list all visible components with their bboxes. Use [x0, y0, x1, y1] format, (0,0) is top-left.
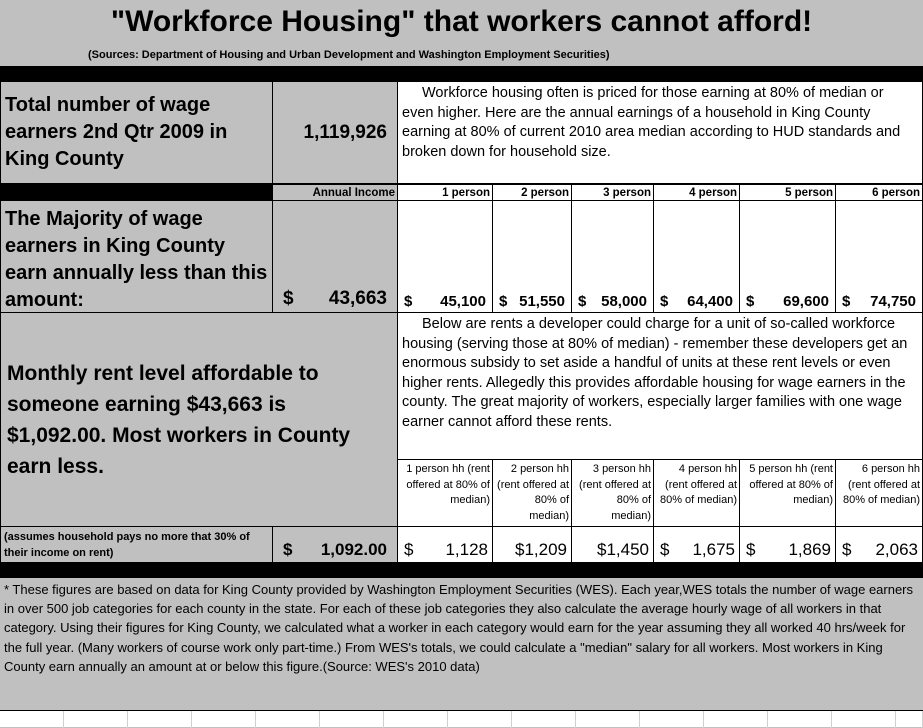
- currency-symbol: $: [499, 293, 508, 310]
- affordable-rent-amount: 1,092.00: [320, 540, 387, 559]
- household-header: 1 person: [397, 184, 493, 201]
- income-amount: 58,000: [601, 293, 647, 310]
- header-bar-left: [0, 184, 273, 201]
- currency-symbol: $: [746, 293, 755, 310]
- wage-earners-value: 1,119,926: [272, 81, 398, 184]
- affordable-rent-value: [272, 526, 398, 563]
- currency-symbol: $: [660, 293, 669, 310]
- page-title: "Workforce Housing" that workers cannot afford!: [110, 5, 813, 38]
- grid-cell[interactable]: [448, 711, 512, 728]
- rent-amount: $1,450: [597, 540, 649, 559]
- income-amount: 51,550: [519, 293, 565, 310]
- grid-cell[interactable]: [128, 711, 192, 728]
- majority-amount: 43,663: [328, 288, 387, 309]
- rent-cell: [571, 526, 654, 563]
- wage-earners-label: Total number of wage earners 2nd Qtr 2009 in King County: [0, 81, 273, 184]
- grid-cell[interactable]: [192, 711, 256, 728]
- grid-cell[interactable]: [576, 711, 640, 728]
- spreadsheet-grid-row: [0, 710, 923, 727]
- grid-cell[interactable]: [320, 711, 384, 728]
- divider-bar: [0, 66, 923, 81]
- grid-cell[interactable]: [0, 711, 64, 728]
- grid-cell[interactable]: [768, 711, 832, 728]
- income-amount: 74,750: [870, 293, 916, 310]
- rent-text: Below are rents a developer could charge for a unit of so-called workforce housing (serving those at 80% of median) - remember these developers get an enormous subsidy to set aside a handful of units at these rent levels or even higher rents. Allegedly this provides affordable housing for wage earners in the county. The great majority of workers, especially larger families with one wage earner cannot afford these rents.: [397, 312, 923, 460]
- assumes-note: (assumes household pays no more that 30% of their income on rent): [0, 526, 273, 563]
- rent-label: Monthly rent level affordable to someone earning $43,663 is $1,092.00. Most workers in County earn less.: [0, 312, 398, 527]
- rent-amount: $1,209: [515, 540, 567, 559]
- rent-cell: [397, 526, 493, 563]
- income-amount: 69,600: [783, 293, 829, 310]
- grid-cell[interactable]: [704, 711, 768, 728]
- divider-bar: [0, 562, 923, 578]
- rent-amount: 2,063: [875, 540, 918, 559]
- currency-symbol: $: [746, 540, 756, 559]
- grid-cell[interactable]: [64, 711, 128, 728]
- rent-header: 4 person hh (rent offered at 80% of median): [653, 459, 740, 527]
- grid-cell[interactable]: [640, 711, 704, 728]
- income-cell: [653, 200, 740, 313]
- household-header: 2 person: [492, 184, 572, 201]
- majority-value: [272, 200, 398, 313]
- grid-cell[interactable]: [512, 711, 576, 728]
- currency-symbol: $: [660, 540, 670, 559]
- rent-header: 2 person hh (rent offered at 80% of median): [492, 459, 572, 527]
- rent-header: 3 person hh (rent offered at 80% of median): [571, 459, 654, 527]
- rent-cell: [739, 526, 836, 563]
- majority-label: The Majority of wage earners in King County earn annually less than this amount:: [0, 200, 273, 313]
- grid-cell[interactable]: [256, 711, 320, 728]
- income-cell: [739, 200, 836, 313]
- grid-cell[interactable]: [896, 711, 923, 728]
- intro-text: Workforce housing often is priced for those earning at 80% of median or even higher. Here are the annual earnings of a household in King County earning at 80% of current 2010 area median according to HUD standards and broken down for household size.: [397, 81, 923, 184]
- rent-header: 1 person hh (rent offered at 80% of median): [397, 459, 493, 527]
- rent-cell: [492, 526, 572, 563]
- currency-symbol: $: [842, 293, 851, 310]
- rent-amount: 1,128: [445, 540, 488, 559]
- rent-header: 6 person hh (rent offered at 80% of median): [835, 459, 923, 527]
- currency-symbol: $: [283, 540, 293, 559]
- income-amount: 64,400: [687, 293, 733, 310]
- currency-symbol: $: [283, 288, 294, 309]
- rent-cell: [835, 526, 923, 563]
- income-header: Annual Income: [272, 184, 398, 201]
- currency-symbol: $: [578, 293, 587, 310]
- grid-cell[interactable]: [832, 711, 896, 728]
- household-header: 5 person: [739, 184, 836, 201]
- income-cell: [835, 200, 923, 313]
- household-header: 3 person: [571, 184, 654, 201]
- currency-symbol: $: [404, 293, 413, 310]
- rent-amount: 1,869: [788, 540, 831, 559]
- grid-cell[interactable]: [384, 711, 448, 728]
- rent-header: 5 person hh (rent offered at 80% of median): [739, 459, 836, 527]
- currency-symbol: $: [842, 540, 852, 559]
- income-amount: 45,100: [440, 293, 486, 310]
- footnote: * These figures are based on data for King County provided by Washington Employment Securities (WES). Each year,WES totals the number of wage earners in over 500 job categories for each county in the state. For each of these job categories they also calculate the average hourly wage of all workers in that category. Using their figures for King County, we calculated what a worker in each category would earn for the year assuming they all worked 40 hrs/week for the full year. (Many workers of course work only part-time.) From WES's totals, we could calculate a "median" salary for all workers. Most workers in King County earn annually an amount at or below this figure.(Source: WES's 2010 data): [0, 578, 923, 710]
- currency-symbol: $: [404, 540, 414, 559]
- sources-note: (Sources: Department of Housing and Urban Development and Washington Employment Securities): [88, 49, 610, 61]
- income-cell: [571, 200, 654, 313]
- household-header: 4 person: [653, 184, 740, 201]
- rent-cell: [653, 526, 740, 563]
- rent-amount: 1,675: [692, 540, 735, 559]
- household-header: 6 person: [835, 184, 923, 201]
- income-cell: [397, 200, 493, 313]
- income-cell: [492, 200, 572, 313]
